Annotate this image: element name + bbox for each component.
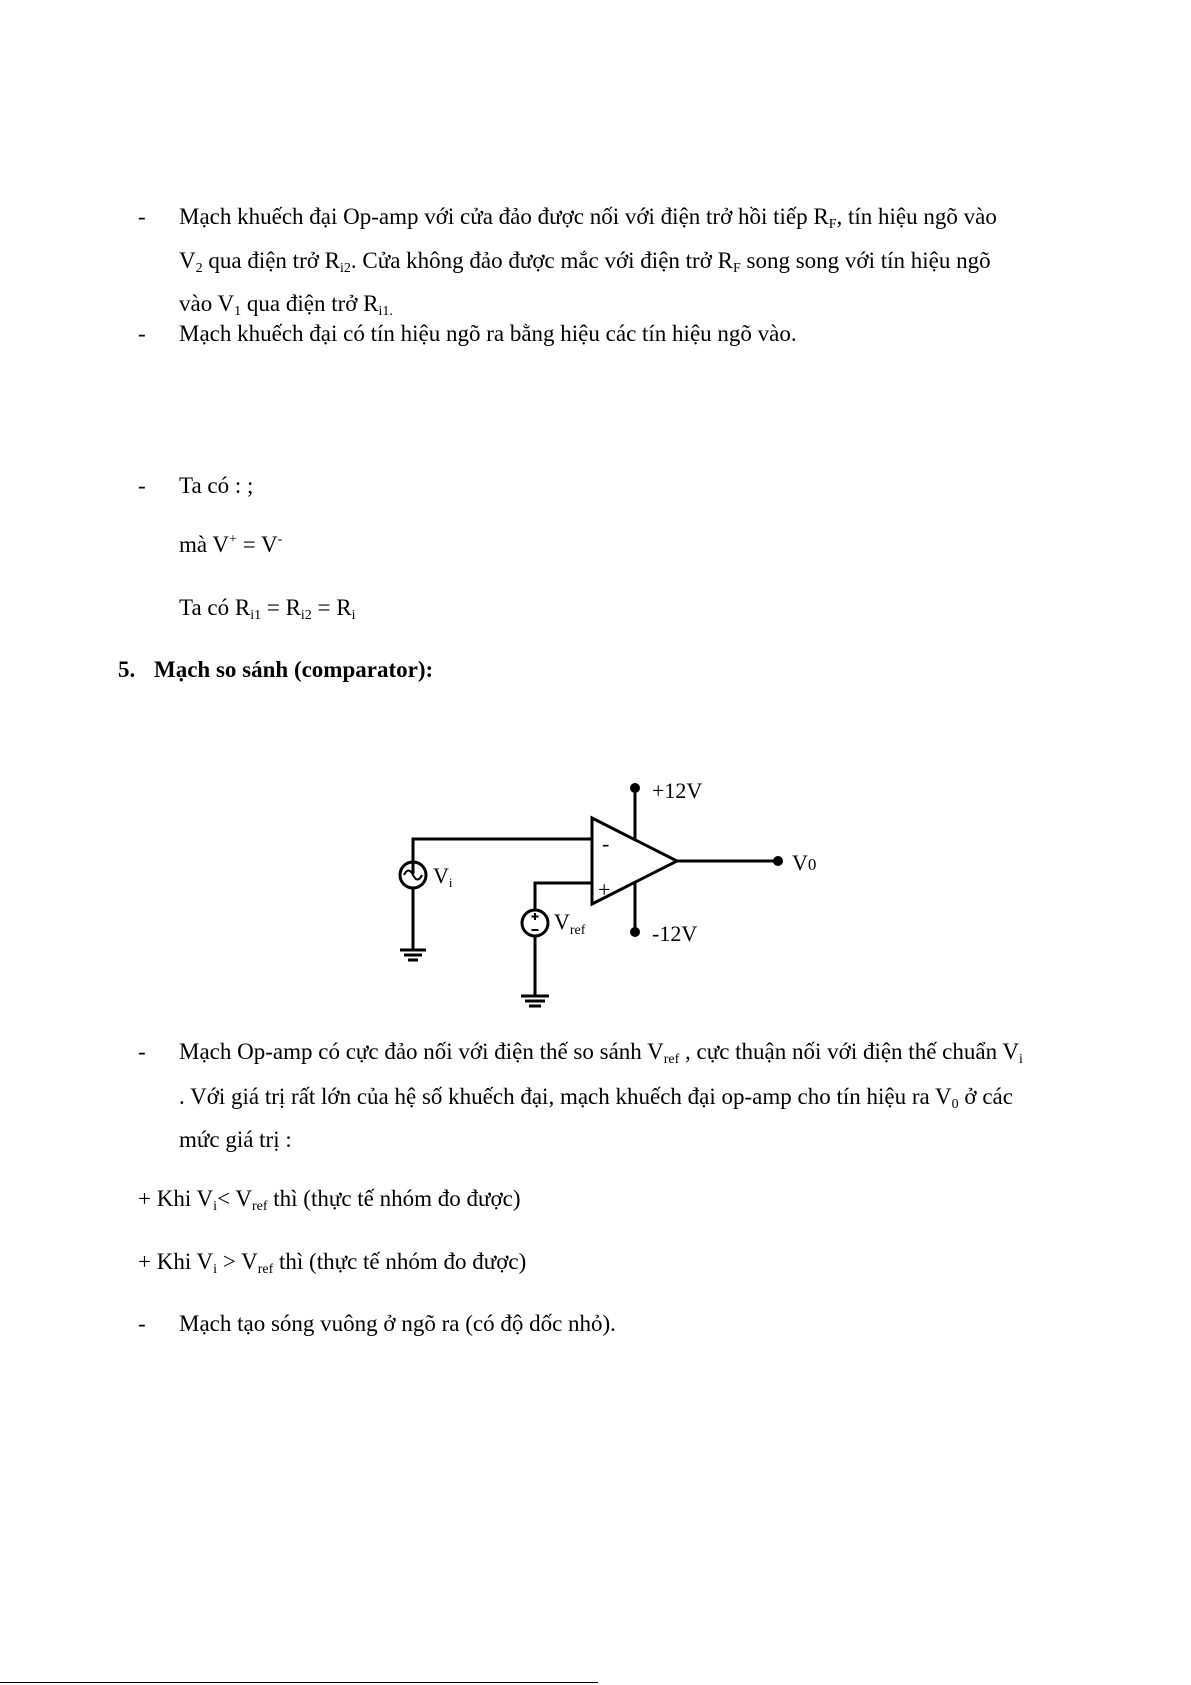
bullet-dash: - [138,321,146,346]
bullet-dash: - [138,1311,146,1336]
case-vi-less-than-vref: + Khi $V_i< V_{ref}$ thì (thực tế nhóm đo được) [138,1186,521,1214]
para2-text: Mạch khuếch đại có tín hiệu ngõ ra bằng hiệu các tín hiệu ngõ vào. [179,321,797,346]
para3-line1: Ta có : ; [179,473,254,498]
bullet-dash: - [138,1039,146,1064]
para1-line3: vào $V_1$ qua điện trở $R_{i1.}$ [179,291,393,319]
para5-text: Mạch tạo sóng vuông ở ngõ ra (có độ dốc nhỏ). [179,1311,616,1336]
para1-line2: $V_2$ qua điện trở $R_{i2}$. Cửa không đảo được mắc với điện trở $R_F$ song song với tín hiệu ngõ [179,248,991,276]
positive-supply-label: +12V [652,778,703,803]
negative-supply-label: -12V [652,921,698,946]
minus-input-sign: - [602,831,610,856]
negative-supply-node [630,927,640,937]
output-node [773,856,783,866]
para4-line2: . Với giá trị rất lớn của hệ số khuếch đại, mạch khuếch đại op-amp cho tín hiệu ra $V_0$ ở các [179,1084,1013,1112]
vi-label: Vi [433,863,453,890]
para4-line3: mức giá trị : [179,1127,292,1152]
case-vi-greater-than-vref: + Khi $V_i > V_{ref}$ thì (thực tế nhóm đo được) [138,1249,527,1277]
para3-line3: Ta có $R_{i1} = R_{i2} = R_i$ [179,595,356,623]
noninverting-input-wire [535,883,592,910]
positive-supply-node [630,783,640,793]
comparator-circuit-diagram [380,770,830,1020]
bullet-dash: - [138,204,146,229]
para1-line1: Mạch khuếch đại Op-amp với cửa đảo được nối với điện trở hồi tiếp $R_F$, tín hiệu ngõ vào [179,204,997,232]
para4-line1: Mạch Op-amp có cực đảo nối với điện thế so sánh $V_{ref}$ , cực thuận nối với điện thế chuẩn $V_i$ [179,1039,1023,1067]
heading-text: Mạch so sánh (comparator): [154,657,434,682]
section-heading [118,655,433,685]
bullet-dash: - [138,473,146,498]
para3-line2: mà V+ = V- [179,532,283,557]
heading-number: 5. [118,657,136,682]
output-label: V0 [792,850,817,875]
footer-rule [0,1682,598,1683]
plus-input-sign: + [598,877,611,902]
vref-label: $V_{ref}$ [554,909,586,938]
